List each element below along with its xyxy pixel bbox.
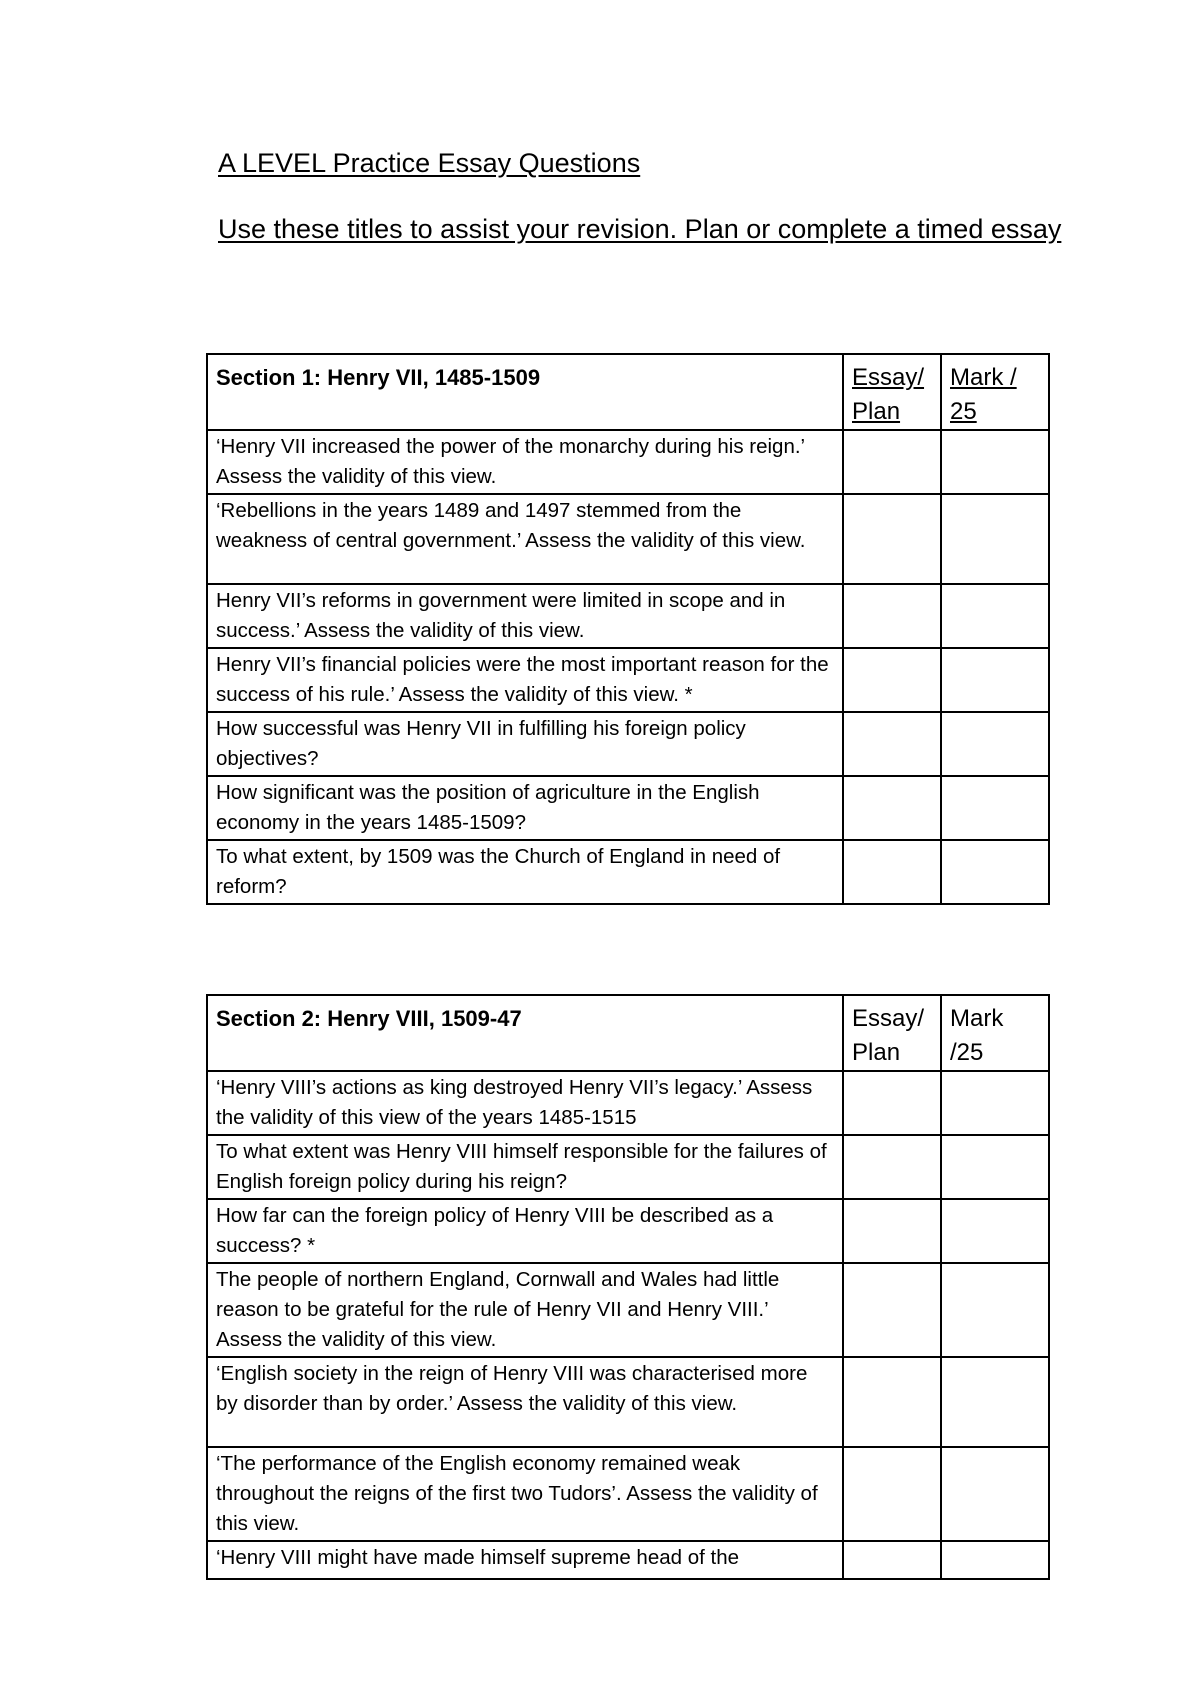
table-row — [207, 1447, 1049, 1541]
section-1-mark-header: Mark / 25 — [941, 354, 1049, 430]
question-text: ‘Henry VIII might have made himself supreme head of the — [207, 1541, 843, 1579]
table-row — [207, 1263, 1049, 1357]
essay-plan-cell[interactable] — [843, 1135, 941, 1199]
question-text: Henry VII’s financial policies were the most important reason for the success of his rule.’ Assess the validity of this view. * — [207, 648, 843, 712]
document-title: A LEVEL Practice Essay Questions — [218, 148, 641, 178]
question-text: How significant was the position of agriculture in the English economy in the years 1485-1509? — [207, 776, 843, 840]
essay-plan-cell[interactable] — [843, 494, 941, 584]
section-2-mark-header: Mark /25 — [941, 995, 1049, 1071]
mark-cell[interactable] — [941, 776, 1049, 840]
mark-cell[interactable] — [941, 584, 1049, 648]
essay-plan-cell[interactable] — [843, 430, 941, 494]
table-row — [207, 776, 1049, 840]
essay-plan-cell[interactable] — [843, 840, 941, 904]
section-1-essay-plan-header: Essay/ Plan — [843, 354, 941, 430]
table-row — [207, 840, 1049, 904]
question-text: ‘Henry VII increased the power of the monarchy during his reign.’ Assess the validity of this view. — [207, 430, 843, 494]
essay-plan-cell[interactable] — [843, 1199, 941, 1263]
mark-cell[interactable] — [941, 1135, 1049, 1199]
mark-cell[interactable] — [941, 1541, 1049, 1579]
table-row — [207, 1541, 1049, 1579]
section-2-header-row — [207, 995, 1049, 1071]
essay-plan-cell[interactable] — [843, 712, 941, 776]
mark-cell[interactable] — [941, 494, 1049, 584]
essay-plan-cell[interactable] — [843, 1357, 941, 1447]
mark-cell[interactable] — [941, 430, 1049, 494]
table-row — [207, 1199, 1049, 1263]
section-2-table — [206, 994, 1050, 1580]
document-subtitle: Use these titles to assist your revision. Plan or complete a timed essay — [218, 214, 1062, 244]
question-text: ‘Henry VIII’s actions as king destroyed Henry VII’s legacy.’ Assess the validity of this view of the years 1485-1515 — [207, 1071, 843, 1135]
table-row — [207, 648, 1049, 712]
essay-plan-cell[interactable] — [843, 584, 941, 648]
question-text: ‘The performance of the English economy remained weak throughout the reigns of the first two Tudors’. Assess the validity of this view. — [207, 1447, 843, 1541]
section-2-essay-plan-header: Essay/ Plan — [843, 995, 941, 1071]
question-text: ‘English society in the reign of Henry VIII was characterised more by disorder than by order.’ Assess the validity of this view. — [207, 1357, 843, 1447]
essay-plan-cell[interactable] — [843, 776, 941, 840]
question-text: How far can the foreign policy of Henry VIII be described as a success? * — [207, 1199, 843, 1263]
table-row — [207, 1071, 1049, 1135]
question-text: How successful was Henry VII in fulfilling his foreign policy objectives? — [207, 712, 843, 776]
mark-cell[interactable] — [941, 712, 1049, 776]
essay-plan-cell[interactable] — [843, 1447, 941, 1541]
table-row — [207, 712, 1049, 776]
mark-cell[interactable] — [941, 1357, 1049, 1447]
mark-cell[interactable] — [941, 1071, 1049, 1135]
table-row — [207, 1357, 1049, 1447]
essay-plan-cell[interactable] — [843, 1541, 941, 1579]
table-row — [207, 1135, 1049, 1199]
essay-plan-cell[interactable] — [843, 648, 941, 712]
essay-plan-cell[interactable] — [843, 1071, 941, 1135]
question-text: To what extent, by 1509 was the Church of England in need of reform? — [207, 840, 843, 904]
essay-plan-cell[interactable] — [843, 1263, 941, 1357]
mark-cell[interactable] — [941, 1447, 1049, 1541]
section-1-heading: Section 1: Henry VII, 1485-1509 — [207, 354, 843, 430]
table-row — [207, 494, 1049, 584]
table-row — [207, 430, 1049, 494]
table-row — [207, 584, 1049, 648]
section-1-header-row — [207, 354, 1049, 430]
question-text: To what extent was Henry VIII himself responsible for the failures of English foreign policy during his reign? — [207, 1135, 843, 1199]
mark-cell[interactable] — [941, 1199, 1049, 1263]
question-text: The people of northern England, Cornwall and Wales had little reason to be grateful for the rule of Henry VII and Henry VIII.’ Assess the validity of this view. — [207, 1263, 843, 1357]
section-2-heading: Section 2: Henry VIII, 1509-47 — [207, 995, 843, 1071]
mark-cell[interactable] — [941, 1263, 1049, 1357]
section-1-table — [206, 353, 1050, 905]
question-text: Henry VII’s reforms in government were limited in scope and in success.’ Assess the validity of this view. — [207, 584, 843, 648]
mark-cell[interactable] — [941, 648, 1049, 712]
question-text: ‘Rebellions in the years 1489 and 1497 stemmed from the weakness of central government.’ Assess the validity of this view. — [207, 494, 843, 584]
mark-cell[interactable] — [941, 840, 1049, 904]
